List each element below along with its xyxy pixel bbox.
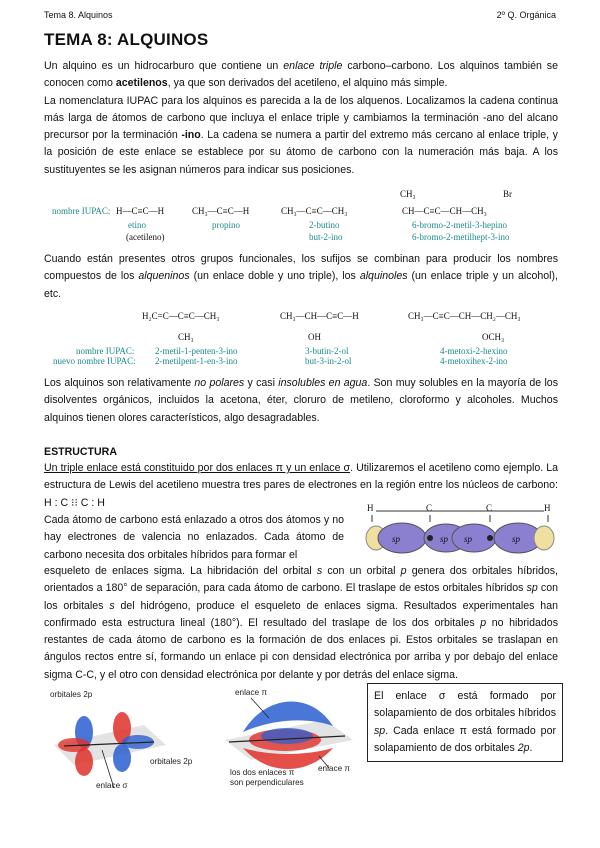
lobe-label: sp [512, 534, 521, 544]
atom-label: C [426, 503, 433, 513]
row-label: nombre IUPAC: [76, 346, 135, 356]
sigma-orbitals-figure [44, 690, 174, 790]
substituent: CH₃ [400, 189, 416, 199]
caption-perpendicular: son perpendiculares [230, 778, 304, 787]
atom-label: H [544, 503, 551, 513]
formula: CH₃—C≡C—CH₃ [281, 206, 348, 216]
header-left: Tema 8. Alquinos [44, 10, 113, 20]
label-enlace-sigma: enlace σ [96, 781, 128, 790]
page-title: TEMA 8: ALQUINOS [44, 30, 209, 49]
iupac-name: 4-metoxihex-2-ino [440, 356, 508, 366]
formula: H₂C=C—C≡C—CH₃ [142, 311, 220, 321]
label-enlace-pi: enlace π [235, 688, 268, 697]
lobe-label: sp [440, 534, 449, 544]
header-right: 2º Q. Orgánica [496, 10, 556, 20]
formula: CH₃—C≡C—H [192, 206, 250, 216]
lobe-label: sp [392, 534, 401, 544]
label-enlace-pi: enlace π [318, 764, 351, 773]
formula: H—C≡C—H [116, 206, 165, 216]
label-orbitales-2p: orbitales 2p [150, 757, 193, 766]
row-label: nombre IUPAC: [52, 206, 111, 216]
iupac-name: etino [128, 220, 146, 230]
paragraph-functional-groups: Cuando están presentes otros grupos funcionales, los sufijos se combinan para producir los nombres compuestos de los alqueninos (un enlace doble y uno triple), los alquinoles (un enlace triple y un alcohol), etc. [44, 253, 558, 300]
structure-paragraph-3: esqueleto de enlaces sigma. La hibridación del orbital s con un orbital p genera dos orbitales híbridos, orientados a 180° de separación, para cada átomo de carbono. El traslape de estos orbitales híbridos sp con los orbitales s del hidrógeno, produce el esqueleto de enlaces sigma. Resultados experimentales han confirmado esta estructura lineal (180°). El resultado del traslape de los dos orbitales p no hibridados restantes de cada átomo de carbono es la formación de dos enlaces pi. Estos orbitales se traslapan en ángulos rectos entre sí, formando un enlace pi con densidad electrónica por arriba y por debajo del enlace sigma C-C, y el otro con densidad electrónica por delante y por detrás del enlace sigma. [44, 565, 558, 681]
substituent: Br [503, 189, 512, 199]
iupac-name: 2-metilpent-1-en-3-ino [155, 356, 238, 366]
substituent: CH₃ [178, 332, 194, 342]
iupac-name: 4-metoxi-2-hexino [440, 346, 508, 356]
atom-label: C [486, 503, 493, 513]
iupac-name: but-3-in-2-ol [305, 356, 352, 366]
formula: CH₃—C≡C—CH—CH₂—CH₃ [408, 311, 521, 321]
formula: CH₃—CH—C≡C—H [280, 311, 359, 321]
iupac-name: 3-butin-2-ol [305, 346, 349, 356]
caption-perpendicular: los dos enlaces π [230, 768, 295, 777]
iupac-name: 6-bromo-2-metil-3-hepino [412, 220, 507, 230]
section-heading: ESTRUCTURA [44, 446, 117, 458]
lobe-label: sp [464, 534, 473, 544]
intro-paragraph: Un alquino es un hidrocarburo que contiene un enlace triple carbono–carbono. Los alquinos también se conocen como acetilenos, ya que son derivados del acetileno, el alquino más simple. La nomenclatura IUPAC para los alquinos es parecida a la de los alquenos. Localizamos la cadena continua más larga de átomos de carbono que incluya el enlace triple y cambiamos la terminación -ano del alcano precursor por la terminación -ino. La cadena se numera a partir del extremo más cercano al enlace triple, y la posición de este enlace se establece por su átomo de carbono con la numeración más baja. A los sustituyentes se les asignan números para indicar sus posiciones. [44, 60, 558, 176]
structure-paragraph-1: Un triple enlace está constituido por dos enlaces π y un enlace σ. Utilizaremos el acetileno como ejemplo. La estructura de Lewis del acetileno muestra tres pares de electrones en la región entre los núcleos de carbono: H : C ⁝⁝ C : H [44, 462, 558, 509]
atom-label: H [367, 503, 374, 513]
iupac-name: 2-metil-1-penten-3-ino [155, 346, 238, 356]
sp-orbital-diagram [362, 500, 558, 562]
paragraph-properties: Los alquinos son relativamente no polares y casi insolubles en agua. Son muy solubles en la mayoría de los disolventes orgánicos, incluidos la acetona, éter, cloruro de metileno, cloroformo y alcoholes. Muchos alquinos tienen olores característicos, algo desagradables. [44, 377, 558, 424]
new-name: 6-bromo-2-metilhept-3-ino [412, 232, 510, 242]
formula: CH—C≡C—CH—CH₃ [402, 206, 487, 216]
row-label: nuevo nombre IUPAC: [53, 356, 136, 366]
common-name: (acetileno) [126, 232, 165, 242]
substituent: OCH₃ [482, 332, 505, 342]
sigma-pi-box: El enlace σ está formado por solapamiento de dos orbitales híbridos sp. Cada enlace π está formado por solapamiento de dos orbitales 2p. [367, 683, 563, 762]
label-orbitales-2p: orbitales 2p [50, 690, 93, 699]
iupac-name: propino [212, 220, 240, 230]
new-name: but-2-ino [309, 232, 343, 242]
iupac-name: 2-butino [309, 220, 340, 230]
structure-paragraph-2: Cada átomo de carbono está enlazado a otros dos átomos y no hay electrones de valencia no enlazados. Cada átomo de carbono necesita dos orbitales híbridos para formar el [44, 514, 344, 561]
substituent: OH [308, 332, 321, 342]
